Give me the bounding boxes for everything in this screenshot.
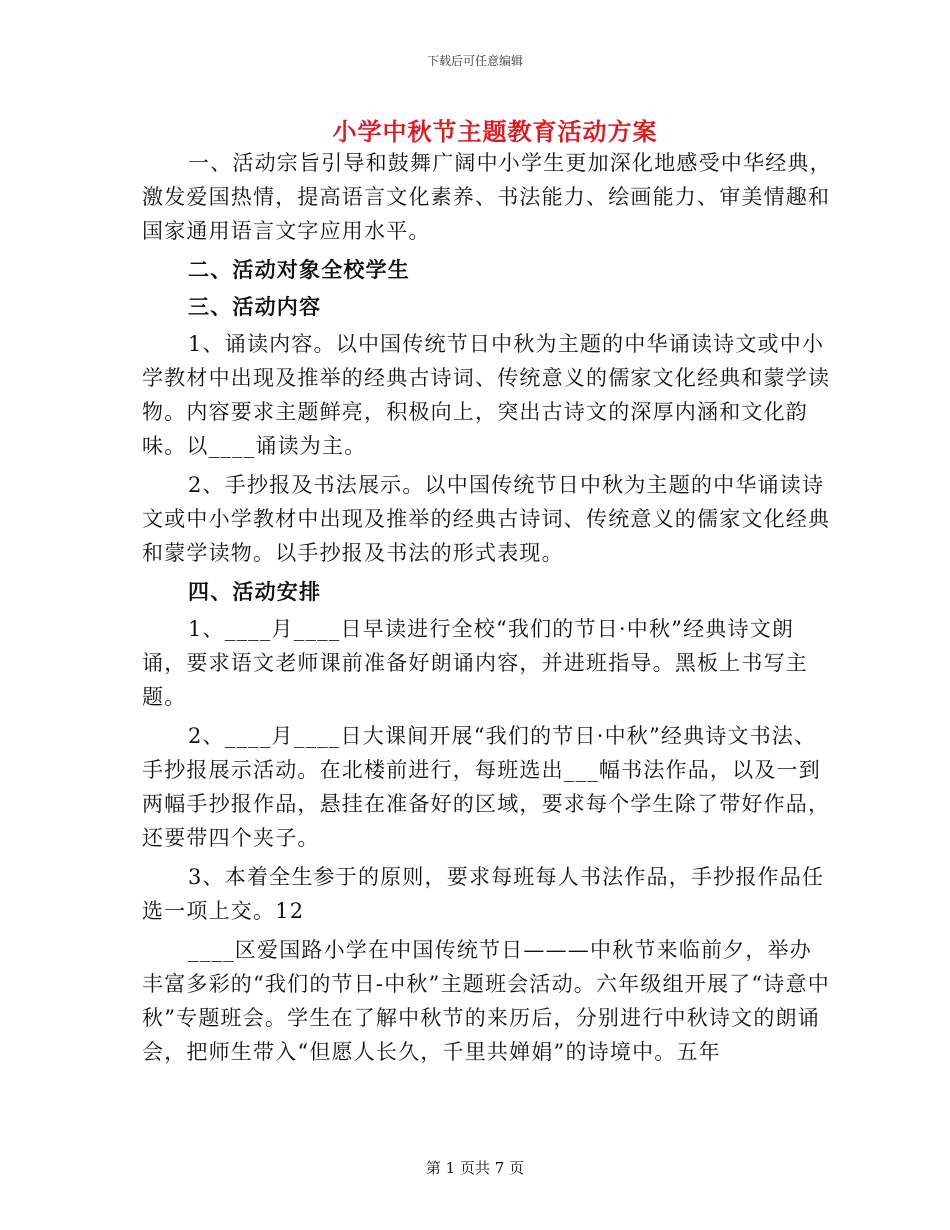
document-title: 小学中秋节主题教育活动方案 xyxy=(332,117,658,146)
heading-target: 二、活动对象全校学生 xyxy=(188,257,410,282)
paragraph-schedule-2: 2、____月____日大课间开展“我们的节日·中秋”经典诗文书法、手抄报展示活动。在北楼前进行，每班选出___幅书法作品，以及一到两幅手抄报作品，悬挂在准备好的区域，要求每个学生除了带好作品，还要带四个夹子。 xyxy=(142,724,831,850)
page-number: 第 1 页共 7 页 xyxy=(425,1159,525,1177)
paragraph-schedule-3: 3、本着全生参于的原则，要求每班每人书法作品，手抄报作品任选一项上交。12 xyxy=(142,865,825,923)
paragraph-recitation: 1、诵读内容。以中国传统节日中秋为主题的中华诵读诗文或中小学教材中出现及推举的经典古诗词、传统意义的儒家文化经典和蒙学读物。内容要求主题鲜亮，积极向上，突出古诗文的深厚内涵和文化韵味。以____诵读为主。 xyxy=(142,332,831,458)
paragraph-schedule-1: 1、____月____日早读进行全校“我们的节日·中秋”经典诗文朗诵，要求语文老师课前准备好朗诵内容，并进班指导。黑板上书写主题。 xyxy=(142,617,808,709)
document-body xyxy=(142,146,832,1074)
paragraph-purpose: 一、活动宗旨引导和鼓舞广阔中小学生更加深化地感受中华经典，激发爱国热情，提高语言文化素养、书法能力、绘画能力、审美情趣和国家通用语言文字应用水平。 xyxy=(142,151,832,243)
paragraph-report: ____区爱国路小学在中国传统节日———中秋节来临前夕，举办丰富多彩的“我们的节日-中秋”主题班会活动。六年级组开展了“诗意中秋”专题班会。学生在了解中秋节的来历后，分别进行中秋诗文的朗诵会，把师生带入“但愿人长久，千里共婵娟”的诗境中。五年 xyxy=(142,938,830,1064)
header-note: 下载后可任意编辑 xyxy=(426,54,523,68)
heading-schedule: 四、活动安排 xyxy=(188,579,322,604)
heading-content: 三、活动内容 xyxy=(188,294,322,319)
paragraph-calligraphy: 2、手抄报及书法展示。以中国传统节日中秋为主题的中华诵读诗文或中小学教材中出现及推举的经典古诗词、传统意义的儒家文化经典和蒙学读物。以手抄报及书法的形式表现。 xyxy=(142,473,831,565)
